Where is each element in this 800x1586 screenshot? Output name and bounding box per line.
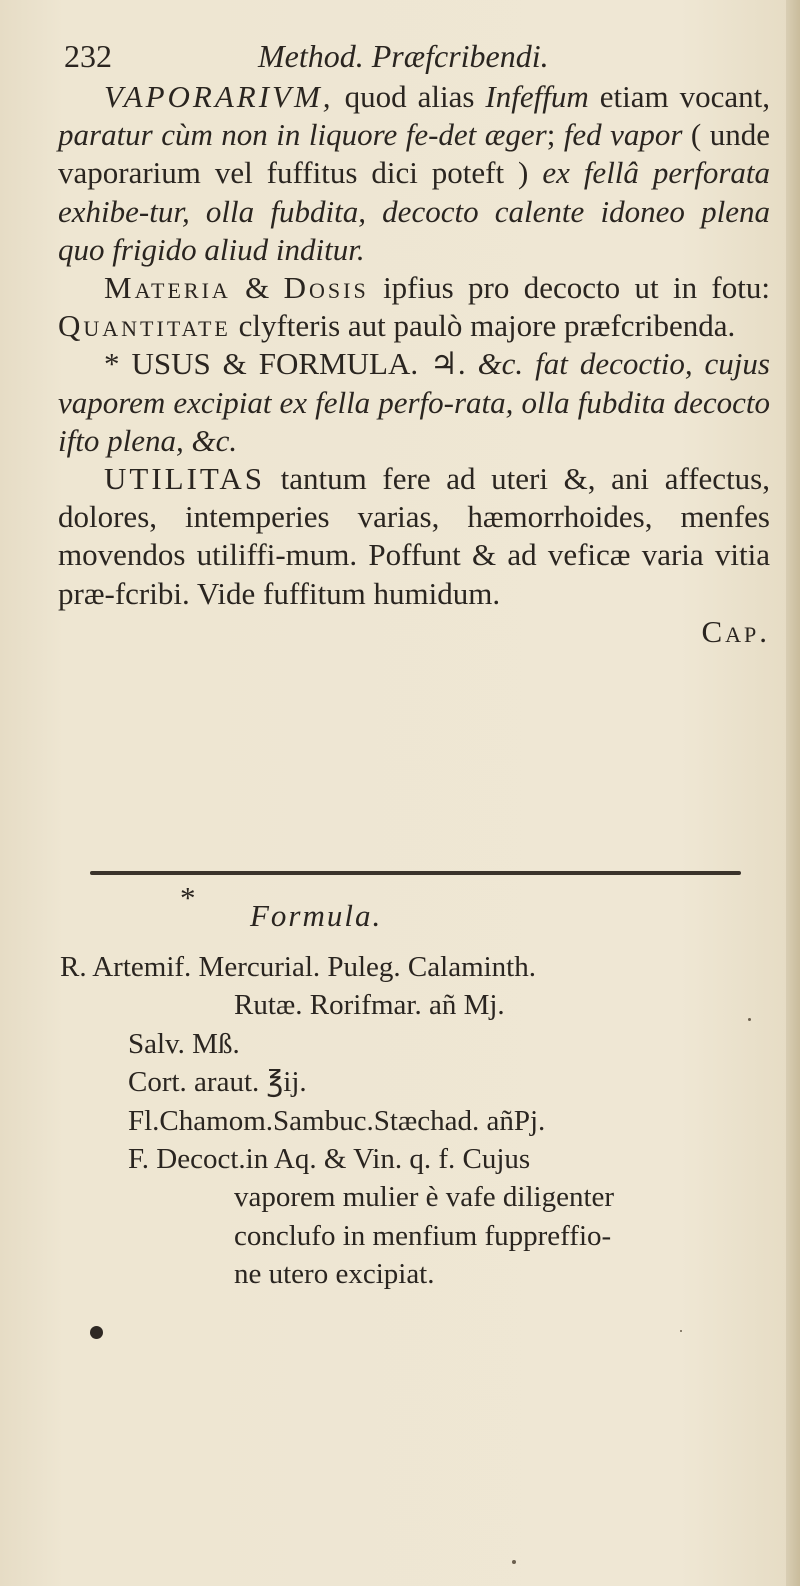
formula-line: Cort. araut. ℥ij. bbox=[128, 1066, 307, 1099]
paper-speck bbox=[512, 1560, 516, 1564]
paragraph-vaporarium bbox=[58, 78, 770, 269]
page-gutter-shadow bbox=[786, 0, 800, 1586]
running-title: Method. Præfcribendi. bbox=[258, 38, 549, 74]
paper-speck bbox=[680, 1330, 682, 1332]
italic-run: ex fellâ perforata exhibe-tur, olla fubdita, decocto calente idoneo plena quo frigido aliud inditur. bbox=[58, 155, 770, 267]
formula-line: conclufo in menfium fuppreffio- bbox=[234, 1219, 612, 1252]
paragraph-usus-formula bbox=[58, 345, 770, 460]
italic-run: fed vapor bbox=[563, 117, 683, 153]
text-run: quod alias bbox=[333, 79, 486, 114]
italic-run: &c. fat decoctio, cujus vaporem excipiat ex fella perfo-rata, olla fubdita decocto ifto plena, &c. bbox=[58, 346, 770, 458]
main-text bbox=[58, 78, 770, 651]
formula-line: R. Artemif. Mercurial. Puleg. Calaminth. bbox=[60, 951, 536, 983]
formula-line: F. Decoct.in Aq. & Vin. q. f. Cujus bbox=[128, 1143, 531, 1176]
term-infessum: Infeffum bbox=[485, 79, 589, 114]
term-utilitas: UTILITAS bbox=[104, 461, 265, 497]
formula-line: Salv. Mß. bbox=[128, 1027, 240, 1060]
asterisk-mark: * bbox=[180, 880, 196, 915]
text-run: etiam vocant, bbox=[588, 79, 770, 114]
text-run: & bbox=[230, 270, 284, 306]
term-dosis: Dosis bbox=[283, 270, 369, 306]
term-vaporarium: VAPORARIVM, bbox=[104, 79, 334, 114]
formula-line: Rutæ. Rorifmar. añ Mj. bbox=[234, 989, 505, 1022]
text-run: clyfteris aut paulò majore præfcribenda. bbox=[230, 308, 736, 344]
catchword: Cap. bbox=[701, 613, 770, 649]
formula-recipe bbox=[60, 948, 770, 1294]
text-run: ipfius pro decocto ut in fotu: bbox=[368, 270, 770, 306]
heading-usus-formula: * USUS & FORMULA. ♃. bbox=[104, 346, 478, 382]
footnote-rule bbox=[90, 871, 741, 875]
formula-line: vaporem mulier è vafe diligenter bbox=[234, 1181, 615, 1214]
paper-speck bbox=[748, 1018, 751, 1021]
formula-title: Formula. bbox=[250, 898, 383, 933]
italic-run: paratur cùm non in liquore fe-det æger bbox=[58, 117, 547, 153]
formula-line: ne utero excipiat. bbox=[234, 1258, 435, 1291]
text-run: ( unde vaporarium vel fuffitus dici poteft ) bbox=[58, 117, 770, 191]
text-run: tantum fere ad uteri &, ani affectus, dolores, intemperies varias, hæmorrhoides, menfes movendos utiliffi-mum. Poffunt & ad veficæ varia vitia præ-fcribi. Vide fuffitum humidum. bbox=[58, 461, 770, 611]
running-head bbox=[64, 38, 764, 82]
term-quantitate: Quantitate bbox=[58, 308, 231, 344]
ink-blot bbox=[90, 1326, 103, 1339]
text-run: ; bbox=[546, 117, 564, 153]
paragraph-utilitas bbox=[58, 460, 770, 613]
formula-line: Fl.Chamom.Sambuc.Stæchad. añPj. bbox=[128, 1104, 546, 1137]
term-materia: Materia bbox=[104, 270, 231, 306]
paragraph-materia-dosis bbox=[58, 269, 770, 345]
page-number: 232 bbox=[64, 38, 112, 74]
